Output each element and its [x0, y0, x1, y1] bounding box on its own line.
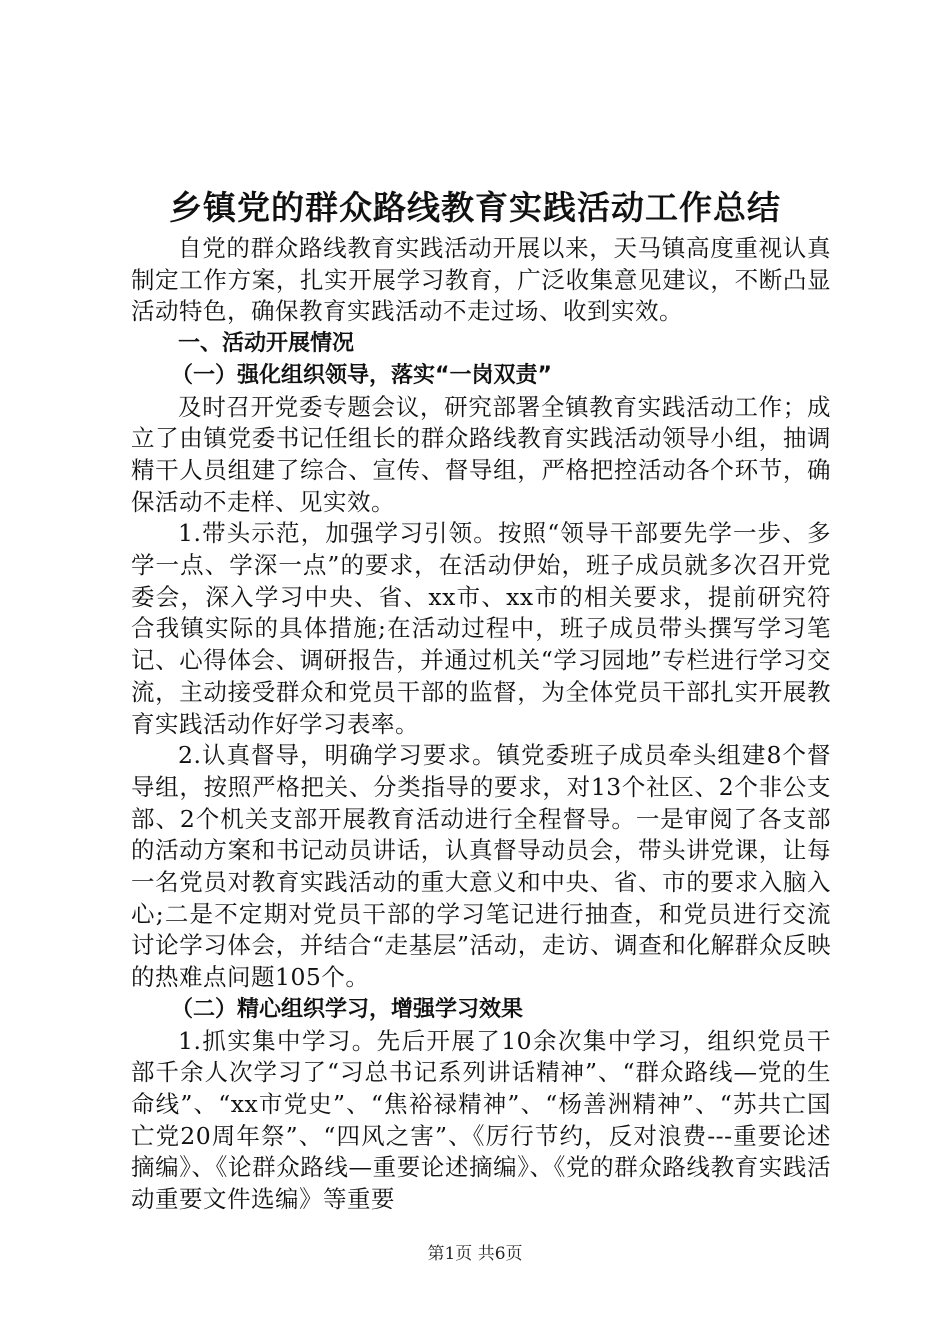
item-2-paragraph: 2.认真督导，明确学习要求。镇党委班子成员牵头组建8个督导组，按照严格把关、分类指导的要求，对13个社区、2个非公支部、2个机关支部开展教育活动进行全程督导。一是审阅了各支部的活动方案和书记动员讲话，认真督导动员会，带头讲党课，让每一名党员对教育实践活动的重大意义和中央、省、市的要求入脑入心;二是不定期对党员干部的学习笔记进行抽查，和党员进行交流讨论学习体会，并结合“走基层”活动，走访、调查和化解群众反映的热难点问题105个。: [131, 741, 831, 992]
section-heading-1: 一、活动开展情况: [178, 331, 355, 357]
intro-paragraph: 自党的群众路线教育实践活动开展以来，天马镇高度重视认真制定工作方案，扎实开展学习教育，广泛收集意见建议，不断凸显活动特色，确保教育实践活动不走过场、收到实效。: [131, 234, 831, 326]
document-body: [131, 233, 831, 1216]
subsection-1-paragraph: 及时召开党委专题会议，研究部署全镇教育实践活动工作；成立了由镇党委书记任组长的群众路线教育实践活动领导小组，抽调精干人员组建了综合、宣传、督导组，严格把控活动各个环节，确保活动不走样、见实效。: [131, 392, 831, 516]
document-title: 乡镇党的群众路线教育实践活动工作总结: [169, 188, 781, 227]
item-1-paragraph: 1.带头示范，加强学习引领。按照“领导干部要先学一步、多学一点、学深一点”的要求，在活动伊始，班子成员就多次召开党委会，深入学习中央、省、xx市、xx市的相关要求，提前研究符合我镇实际的具体措施;在活动过程中，班子成员带头撰写学习笔记、心得体会、调研报告，并通过机关“学习园地”专栏进行学习交流，主动接受群众和党员干部的监督，为全体党员干部扎实开展教育实践活动作好学习表率。: [131, 519, 831, 738]
subsection-heading-2: （二）精心组织学习，增强学习效果: [171, 996, 524, 1022]
page-footer: 第1页 共6页: [427, 1244, 523, 1264]
item-3-paragraph: 1.抓实集中学习。先后开展了10余次集中学习，组织党员干部千余人次学习了“习总书记系列讲话精神”、“群众路线—党的生命线”、“xx市党史”、“焦裕禄精神”、“杨善洲精神”、“苏共亡国亡党20周年祭”、“四风之害”、《厉行节约，反对浪费---重要论述摘编》、《论群众路线—重要论述摘编》、《党的群众路线教育实践活动重要文件选编》等重要: [131, 1026, 831, 1214]
subsection-heading-1: （一）强化组织领导，落实“一岗双责”: [171, 362, 552, 388]
